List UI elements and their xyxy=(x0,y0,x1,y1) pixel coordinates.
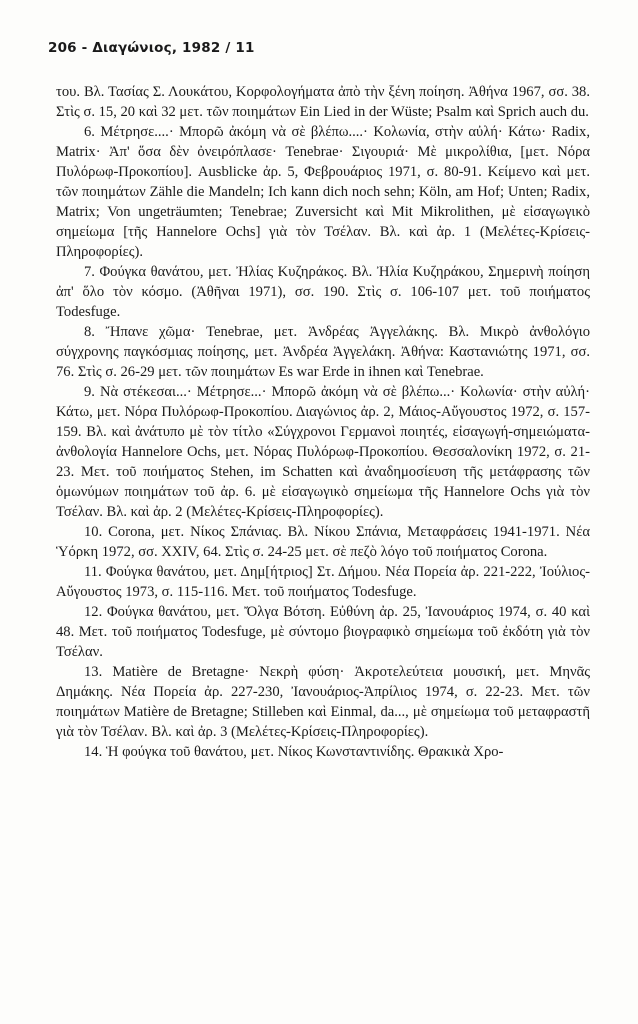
bibliography-text xyxy=(56,82,590,762)
entry-8: 8. Ἤπανε χῶμα· Tenebrae, μετ. Ἀνδρέας Ἀγγελάκης. Βλ. Μικρὸ ἀνθολόγιο σύγχρονης παγκόσμιας ποίησης, μετ. Ἀνδρέα Ἀγγελάκη. Ἀθήνα: Καστανιώτης 1971, σσ. 76. Στὶς σ. 26-29 μετ. τῶν ποιημάτων Es war Erde in ihnen καὶ Tenebrae. xyxy=(56,324,590,380)
entry-7: 7. Φούγκα θανάτου, μετ. Ἠλίας Κυζηράκος. Βλ. Ἠλία Κυζηράκου, Σημερινὴ ποίηση ἀπ' ὅλο τὸν κόσμο. (Ἀθῆναι 1971), σσ. 190. Στὶς σ. 106-107 μετ. τοῦ ποιήματος Todesfuge. xyxy=(56,264,590,320)
entry-13: 13. Matière de Bretagne· Νεκρὴ φύση· Ἀκροτελεύτεια μουσική, μετ. Μηνᾶς Δημάκης. Νέα Πορεία ἀρ. 227-230, Ἰανουάριος-Ἀπρίλιος 1974, σ. 22-23. Μετ. τῶν ποιημάτων Matière de Bretagne; Stilleben καὶ Einmal, da..., μὲ σημείωμα τοῦ μεταφραστῆ γιὰ τὸν Τσέλαν. Βλ. καὶ ἀρ. 3 (Μελέτες-Κρίσεις-Πληροφορίες). xyxy=(56,664,590,740)
entry-11: 11. Φούγκα θανάτου, μετ. Δημ[ήτριος] Στ. Δήμου. Νέα Πορεία ἀρ. 221-222, Ἰούλιος-Αὔγουστος 1973, σ. 115-116. Μετ. τοῦ ποιήματος Todesfuge. xyxy=(56,564,590,600)
running-head: 206 - Διαγώνιος, 1982 / 11 xyxy=(48,40,255,56)
entry-10: 10. Corona, μετ. Νίκος Σπάνιας. Βλ. Νίκου Σπάνια, Μεταφράσεις 1941-1971. Νέα Ὑόρκη 1972, σσ. XXIV, 64. Στὶς σ. 24-25 μετ. σὲ πεζὸ λόγο τοῦ ποιήματος Corona. xyxy=(56,524,590,560)
entry-14: 14. Ἡ φούγκα τοῦ θανάτου, μετ. Νίκος Κωνσταντινίδης. Θρακικὰ Χρο- xyxy=(84,744,504,760)
entry-6: 6. Μέτρησε....· Μπορῶ ἀκόμη νὰ σὲ βλέπω....· Κολωνία, στὴν αὐλή· Κάτω· Radix, Matrix· Ἀπ' ὅσα δὲν ὀνειρόπλασε· Tenebrae· Σιγουριά· Μὲ μικρολίθια, [μετ. Νόρα Πυλόρωφ-Προκοπίου]. Ausblicke ἀρ. 5, Φεβρουάριος 1971, σ. 80-91. Κείμενο καὶ μετ. τῶν ποιημάτων Zähle die Mandeln; Ich kann dich noch sehn; Köln, am Hof; Unten; Radix, Matrix; Von ungeträumten; Tenebrae; Zuversicht καὶ Mit Mikrolithen, μὲ εἰσαγωγικὸ σημείωμα [τῆς Hannelore Ochs] γιὰ τὸν Τσέλαν. Βλ. καὶ ἀρ. 1 (Μελέτες-Κρίσεις-Πληροφορίες). xyxy=(56,124,590,260)
entry-9: 9. Νὰ στέκεσαι...· Μέτρησε...· Μπορῶ ἀκόμη νὰ σὲ βλέπω...· Κολωνία· στὴν αὐλή· Κάτω, μετ. Νόρα Πυλόρωφ-Προκοπίου. Διαγώνιος ἀρ. 2, Μάιος-Αὔγουστος 1972, σ. 157-159. Βλ. καὶ ἀνάτυπο μὲ τὸν τίτλο «Σύγχρονοι Γερμανοὶ ποιητές, εἰσαγωγή-σημειώματα-ἀνθολογία Hannelore Ochs, μετ. Νόρας Πυλόρωφ-Προκοπίου. Θεσσαλονίκη 1972, σ. 21-23. Μετ. τοῦ ποιήματος Stehen, im Schatten καὶ ἀναδημοσίευση τῆς μετάφρασης τῶν ὁμωνύμων ποιημάτων τοῦ ἀρ. 6. μὲ εἰσαγωγικὸ σημείωμα τῆς Hannelore Ochs γιὰ τὸν Τσέλαν. Βλ. καὶ ἀρ. 2 (Μελέτες-Κρίσεις-Πληροφορίες). xyxy=(56,384,590,520)
entry-continuation: του. Βλ. Τασίας Σ. Λουκάτου, Κορφολογήματα ἀπὸ τὴν ξένη ποίηση. Ἀθήνα 1967, σσ. 38. Στὶς σ. 15, 20 καὶ 32 μετ. τῶν ποιημάτων Ein Lied in der Wüste; Psalm καὶ Sprich auch du. xyxy=(56,84,590,120)
entry-12: 12. Φούγκα θανάτου, μετ. Ὄλγα Βότση. Εὐθύνη ἀρ. 25, Ἰανουάριος 1974, σ. 40 καὶ 48. Μετ. τοῦ ποιήματος Todesfuge, μὲ σύντομο βιογραφικὸ σημείωμα τοῦ ἐκδότη γιὰ τὸν Τσέλαν. xyxy=(56,604,590,660)
